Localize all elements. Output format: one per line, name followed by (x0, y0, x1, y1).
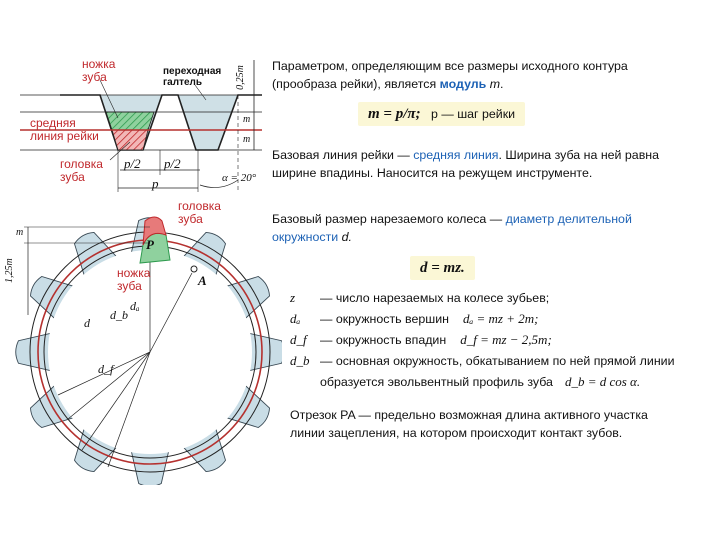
def-db-tail: образуется эвольвентный профиль зуба d_b = d cos α. (320, 373, 641, 389)
paragraph-baseline: Базовая линия рейки — средняя линия. Ширина зуба на ней равна ширине впадины. Наносится на режущем инструменте. (272, 148, 660, 180)
d-label: d (84, 316, 90, 330)
gear-tooth (16, 333, 52, 371)
def-z: z — число нарезаемых на колесе зубьев; (290, 289, 550, 305)
paragraph-module: Параметром, определяющим все размеры исходного контура (прообраза рейки), является модуль m. (272, 59, 628, 91)
paragraph-pa-segment: Отрезок PA — предельно возможная длина активного участка линии зацепления, на котором происходит контакт зубов. (290, 408, 648, 440)
label-gear-tooth-root: ножка зуба (117, 266, 151, 293)
definitions-list (290, 287, 710, 392)
label-gear-tooth-head: головка зуба (178, 199, 221, 226)
label-tooth-head: головка зуба (60, 157, 103, 184)
label-fillet: переходная галтель (163, 66, 222, 88)
def-db: d_b — основная окружность, обкатыванием по ней прямой линии (290, 352, 675, 368)
gear-diagram (0, 205, 282, 485)
label-half-pitch-1: p/2 (124, 156, 141, 171)
point-a-label: A (198, 273, 207, 288)
gear-tooth (131, 450, 169, 485)
dim-125m-label: 1,25m (4, 258, 15, 283)
paragraph-pitch-diameter: Базовый размер нарезаемого колеса — диаметр делительной окружности d. (272, 212, 632, 244)
formula-module: m = p/π; p — шаг рейки (358, 102, 525, 126)
d-a-label: dₐ (130, 299, 140, 313)
label-pitch: p (152, 176, 159, 191)
def-df: d_f — окружность впадин d_f = mz − 2,5m; (290, 331, 552, 347)
label-mean-line: средняя линия рейки (30, 116, 99, 143)
d-b-label: d_b (110, 308, 128, 322)
def-da: dₐ — окружность вершин dₐ = mz + 2m; (290, 310, 539, 326)
label-dim-m-top: m (243, 114, 251, 125)
label-tooth-root: ножка зуба (82, 57, 116, 84)
label-half-pitch-2: p/2 (164, 156, 181, 171)
formula-d: d = mz. (410, 256, 475, 280)
d-f-label: d_f (98, 362, 114, 376)
hatched-tooth-head (112, 130, 148, 150)
label-dim-m-bottom: m (243, 134, 251, 145)
dim-m-label: m (16, 227, 24, 238)
label-angle: α = 20° (222, 172, 257, 184)
hatched-tooth-root (106, 112, 154, 130)
label-dim-025m: 0,25m (234, 65, 246, 90)
point-p-label: P (146, 237, 154, 252)
gear-tooth (248, 333, 282, 371)
